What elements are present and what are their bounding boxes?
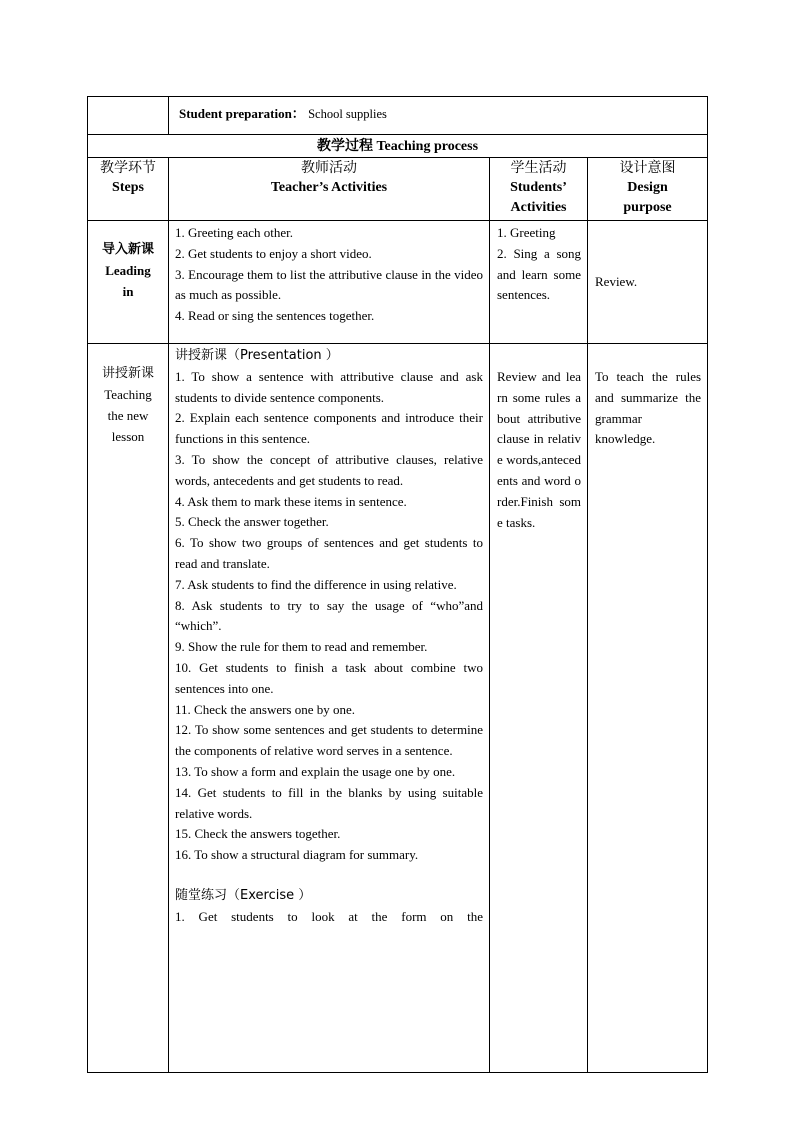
list-item: 6. To show two groups of sentences and get students to read and translate. <box>175 535 483 571</box>
teaching-step-zh: 讲授新课 <box>101 366 154 381</box>
list-item: 4. Ask them to mark these items in sentence. <box>175 493 407 509</box>
list-item: 11. Check the answers one by one. <box>175 701 356 717</box>
leading-in-row <box>88 221 708 344</box>
column-header-row <box>88 158 708 221</box>
list-item: 13. To show a form and explain the usage one by one. <box>175 763 456 779</box>
list-item: 15. Check the answers together. <box>175 826 341 842</box>
list-item: 7. Ask students to find the difference in using relative. <box>175 576 457 592</box>
list-item: 2. Sing a song and learn some sentences. <box>497 245 581 303</box>
teaching-step <box>88 344 169 1073</box>
exercise-heading: 随堂练习（Exercise ） <box>175 887 312 903</box>
list-item: 14. Get students to fill in the blanks by using suitable relative words. <box>175 784 483 821</box>
header-design-en2: purpose <box>623 200 672 215</box>
teaching-process-title-row <box>88 135 708 158</box>
teaching-teacher-activities <box>169 344 490 1073</box>
list-item: 9. Show the rule for them to read and remember. <box>175 639 428 655</box>
header-students-en1: Students’ <box>510 180 567 195</box>
list-item: 2. Explain each sentence components and introduce their functions in this sentence. <box>175 410 483 447</box>
student-preparation-value: School supplies <box>308 107 387 121</box>
list-item: 1. Get students to look at the form on the <box>175 908 483 924</box>
header-design-zh: 设计意图 <box>619 160 676 176</box>
lesson-plan-table <box>87 96 708 1073</box>
list-item: 8. Ask students to try to say the usage of “who”and “which”. <box>175 597 483 634</box>
header-steps <box>88 158 169 221</box>
list-item: 16. To show a structural diagram for summary. <box>175 847 419 863</box>
presentation-heading: 讲授新课（Presentation ） <box>175 348 339 363</box>
list-item: 3. Encourage them to list the attributive clause in the video as much as possible. <box>175 266 483 303</box>
leading-in-teacher-activities <box>169 221 490 344</box>
teaching-step-en1: Teaching <box>104 387 152 402</box>
student-preparation-label: Student preparation： <box>179 106 305 121</box>
header-students-zh: 学生活动 <box>510 160 567 176</box>
list-item: 12. To show some sentences and get students to determine the components of relative word serves in a sentence. <box>175 722 483 759</box>
spacer <box>175 866 483 886</box>
teaching-design-purpose-text: To teach the rules and summarize the grammar knowledge. <box>595 369 702 447</box>
header-teacher-en: Teacher’s Activities <box>270 180 388 195</box>
teaching-process-title: 教学过程 Teaching process <box>88 135 708 158</box>
list-item: 1. Greeting <box>497 225 556 240</box>
teaching-student-activities-text: Review and learn some rules about attributive clause in relative words,antecedents and word order.Finish some tasks. <box>497 369 581 530</box>
list-item: 1. Greeting each other. <box>175 225 294 240</box>
leading-in-design-purpose: Review. <box>588 221 708 344</box>
list-item: 10. Get students to finish a task about combine two sentences into one. <box>175 659 483 696</box>
header-steps-zh: 教学环节 <box>100 160 156 176</box>
leading-in-step-en2: in <box>122 284 134 299</box>
list-item: 1. To show a sentence with attributive clause and ask students to divide sentence components. <box>175 368 483 405</box>
header-design <box>588 158 708 221</box>
list-item: 4. Read or sing the sentences together. <box>175 308 375 324</box>
teaching-design-purpose <box>588 344 708 1073</box>
header-design-en1: Design <box>627 180 668 195</box>
empty-cell <box>88 97 169 135</box>
header-students <box>490 158 588 221</box>
list-item: 3. To show the concept of attributive clauses, relative words, antecedents and get students to read. <box>175 451 483 488</box>
header-teacher <box>169 158 490 221</box>
header-teacher-zh: 教师活动 <box>301 160 357 176</box>
leading-in-step <box>88 221 169 344</box>
student-preparation-row <box>88 97 708 135</box>
teaching-student-activities <box>490 344 588 1073</box>
header-students-en2: Activities <box>510 200 567 215</box>
teaching-step-en3: lesson <box>111 429 145 444</box>
list-item: 2. Get students to enjoy a short video. <box>175 245 372 261</box>
teaching-new-lesson-row <box>88 344 708 1073</box>
leading-in-step-en1: Leading <box>105 263 151 278</box>
leading-in-student-activities <box>490 221 588 344</box>
student-preparation-cell <box>169 97 708 135</box>
header-steps-en: Steps <box>112 180 144 195</box>
leading-in-step-zh: 导入新课 <box>101 242 154 257</box>
teaching-step-en2: the new <box>107 408 149 423</box>
list-item: 5. Check the answer together. <box>175 514 329 530</box>
